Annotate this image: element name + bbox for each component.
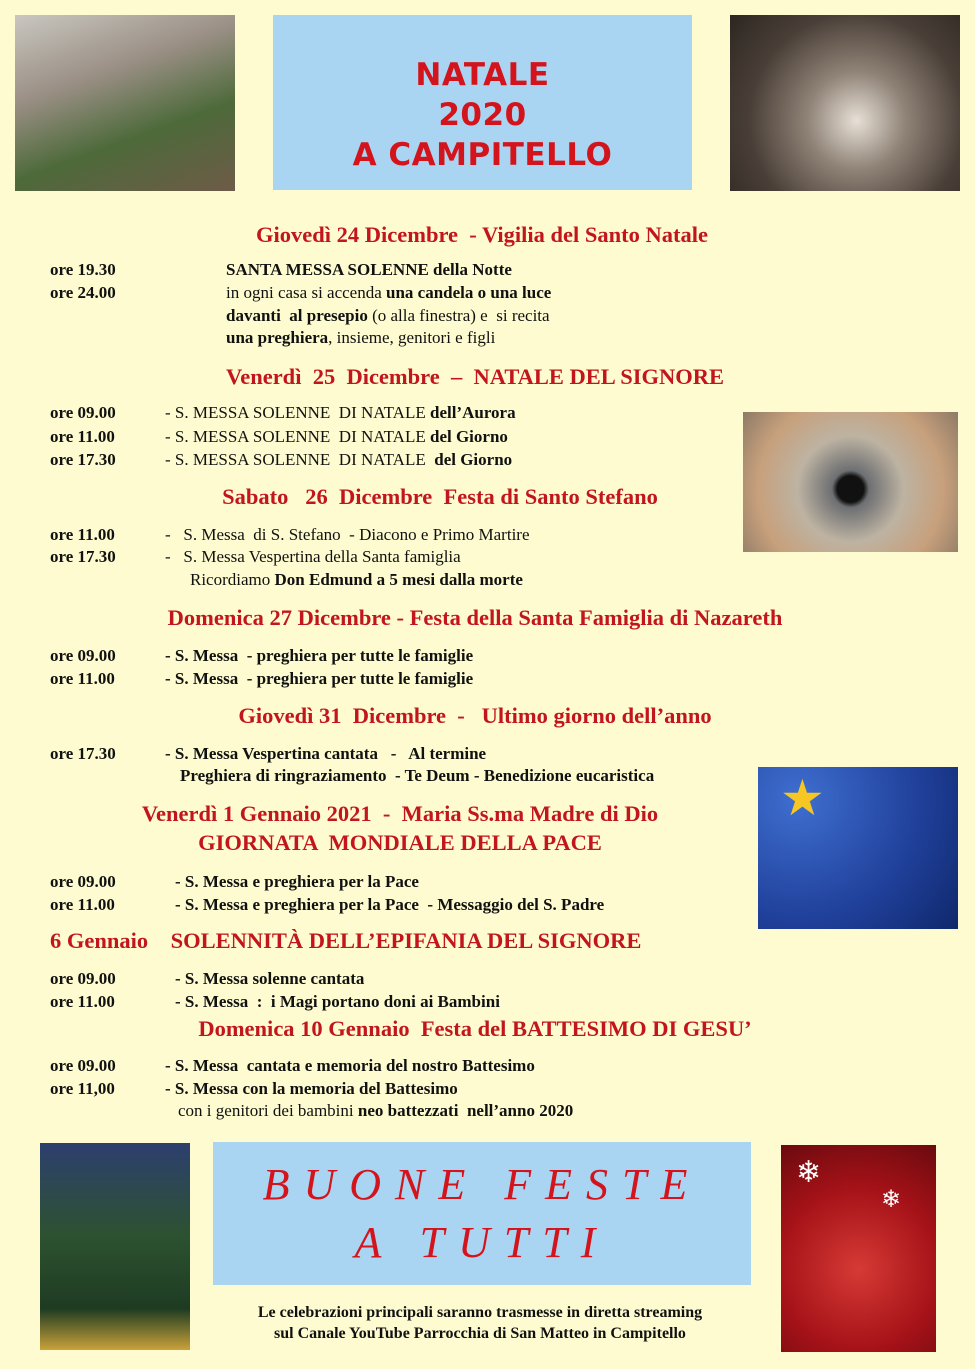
service-time: ore 11,00 — [50, 1079, 115, 1098]
service-description — [226, 306, 550, 326]
description-text: SANTA MESSA SOLENNE della Notte — [226, 260, 512, 279]
service-description — [226, 260, 512, 280]
section-heading: 6 Gennaio SOLENNITÀ DELL’EPIFANIA DEL SIGNORE — [50, 928, 642, 953]
service-time: ore 11.00 — [50, 427, 115, 446]
star-of-bethlehem-photo — [743, 412, 958, 552]
streaming-note: sul Canale YouTube Parrocchia di San Matteo in Campitello — [274, 1325, 686, 1342]
section-heading: Venerdì 25 Dicembre – NATALE DEL SIGNORE — [226, 364, 724, 389]
service-description — [165, 427, 508, 447]
section-heading: Giovedì 31 Dicembre - Ultimo giorno dell’anno — [238, 703, 712, 728]
description-text: - S. MESSA SOLENNE DI NATALE — [165, 450, 435, 469]
section-heading: Domenica 10 Gennaio Festa del BATTESIMO DI GESU’ — [198, 1016, 752, 1041]
description-text: Preghiera di ringraziamento - Te Deum - Benedizione eucaristica — [180, 766, 655, 785]
church-photo — [15, 15, 235, 191]
service-description — [165, 669, 473, 689]
description-text: neo battezzati nell’anno 2020 — [357, 1101, 574, 1120]
description-text: in ogni casa si accenda — [226, 283, 387, 302]
description-text: - S. Messa di S. Stefano - Diacono e Primo Martire — [165, 525, 530, 544]
service-time: ore 11.00 — [50, 992, 115, 1011]
service-description — [165, 403, 516, 423]
description-text: (o alla finestra) e si recita — [367, 306, 550, 325]
service-description — [175, 872, 419, 892]
service-time: ore 09.00 — [50, 646, 116, 665]
description-text: - S. Messa - preghiera per tutte le famiglie — [165, 646, 474, 665]
description-text: con i genitori dei bambini — [178, 1101, 358, 1120]
description-text: - S. Messa e preghiera per la Pace - Messaggio del S. Padre — [175, 895, 605, 914]
greeting-box — [213, 1142, 751, 1285]
section-heading: GIORNATA MONDIALE DELLA PACE — [198, 830, 602, 855]
magi-night-illustration — [758, 767, 958, 929]
streaming-note: Le celebrazioni principali saranno trasmesse in diretta streaming — [257, 1304, 703, 1321]
snowflake-icon: ❄ — [796, 1156, 822, 1189]
description-text: - S. Messa Vespertina cantata - Al termine — [165, 744, 487, 763]
description-text: del Giorno — [434, 450, 513, 469]
service-time: ore 17.30 — [50, 450, 116, 469]
service-time: ore 24.00 — [50, 283, 116, 302]
description-text: una candela o una luce — [386, 283, 552, 302]
service-time: ore 19.30 — [50, 260, 116, 279]
service-time: ore 17.30 — [50, 744, 116, 763]
service-description — [178, 1101, 573, 1121]
title-line: A CAMPITELLO — [352, 137, 613, 173]
description-text: una preghiera — [226, 328, 329, 347]
greeting-line: A TUTTI — [354, 1218, 610, 1267]
nativity-scene-photo — [730, 15, 960, 191]
service-description — [175, 992, 500, 1012]
service-description — [165, 646, 473, 666]
service-time: ore 09.00 — [50, 403, 116, 422]
description-text: - S. MESSA SOLENNE DI NATALE — [165, 403, 430, 422]
section-heading: Domenica 27 Dicembre - Festa della Santa Famiglia di Nazareth — [167, 605, 783, 630]
description-text: - S. Messa - preghiera per tutte le famiglie — [165, 669, 474, 688]
description-text: - S. Messa con la memoria del Battesimo — [165, 1079, 458, 1098]
description-text: - S. Messa Vespertina della Santa famiglia — [165, 547, 461, 566]
service-time: ore 11.00 — [50, 669, 115, 688]
service-time: ore 09.00 — [50, 1056, 116, 1075]
description-text: - S. Messa e preghiera per la Pace — [175, 872, 419, 891]
service-description — [175, 895, 604, 915]
service-description — [165, 1056, 535, 1076]
greeting-line: BUONE FESTE — [262, 1160, 702, 1209]
description-text: del Giorno — [429, 427, 508, 446]
service-description — [226, 283, 551, 303]
section-heading: Sabato 26 Dicembre Festa di Santo Stefano — [222, 484, 658, 509]
description-text: Don Edmund a 5 mesi dalla morte — [274, 570, 523, 589]
service-time: ore 11.00 — [50, 895, 115, 914]
description-text: - S. Messa cantata e memoria del nostro Battesimo — [165, 1056, 535, 1075]
section-heading: Giovedì 24 Dicembre - Vigilia del Santo Natale — [255, 222, 709, 247]
description-text: , insieme, genitori e figli — [328, 328, 496, 347]
description-text: Ricordiamo — [190, 570, 275, 589]
description-text: - S. Messa solenne cantata — [175, 969, 365, 988]
description-text: davanti al presepio — [226, 306, 368, 325]
description-text: - S. MESSA SOLENNE DI NATALE — [165, 427, 430, 446]
service-description — [175, 969, 364, 989]
title-line: 2020 — [438, 97, 527, 133]
service-time: ore 17.30 — [50, 547, 116, 566]
service-description — [226, 328, 495, 348]
service-time: ore 09.00 — [50, 969, 116, 988]
service-description — [180, 766, 654, 786]
service-description — [165, 1079, 458, 1099]
description-text: - S. Messa : i Magi portano doni ai Bambini — [175, 992, 500, 1011]
section-heading: Venerdì 1 Gennaio 2021 - Maria Ss.ma Madre di Dio — [141, 801, 659, 826]
service-description — [190, 570, 523, 590]
service-description — [165, 450, 512, 470]
service-description — [165, 744, 486, 764]
title-line: NATALE — [415, 57, 550, 93]
christmas-tree-photo — [40, 1143, 190, 1350]
snowflake-icon: ❄ — [881, 1187, 902, 1213]
title-box — [273, 15, 692, 190]
service-time: ore 11.00 — [50, 525, 115, 544]
description-text: dell’Aurora — [429, 403, 516, 422]
service-time: ore 09.00 — [50, 872, 116, 891]
service-description — [165, 525, 530, 545]
service-description — [165, 547, 461, 567]
snowflake-tree-card — [781, 1145, 936, 1352]
star-icon: ★ — [780, 770, 825, 826]
